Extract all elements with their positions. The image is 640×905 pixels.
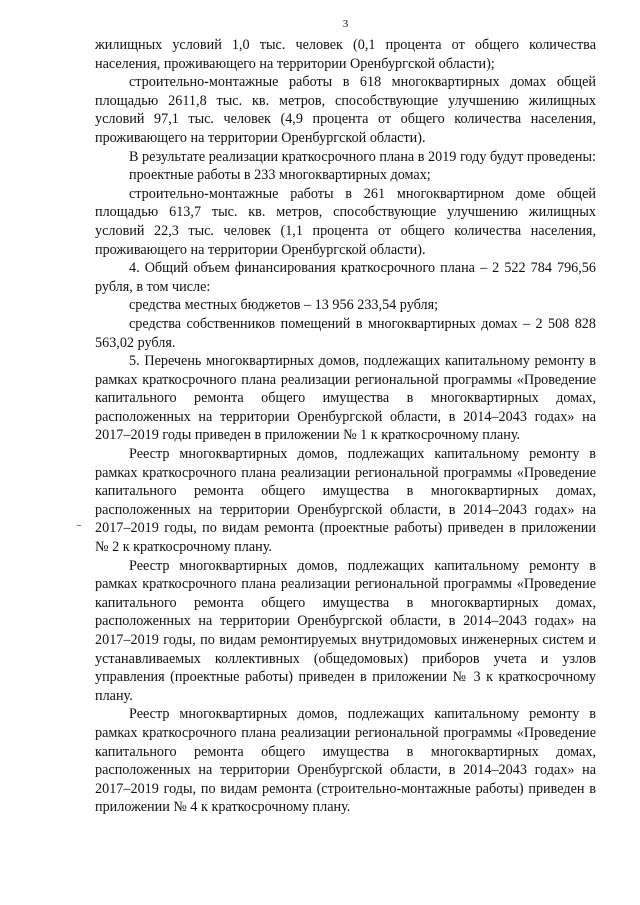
document-body — [95, 36, 596, 817]
paragraph: Реестр многоквартирных домов, подлежащих капитальному ремонту в рамках краткосрочного плана реализации региональной программы «Проведение капитального ремонта общего имущества в многоквартирных домах, расположенных на территории Оренбургской области, в 2014–2043 годах» на 2017–2019 годы, по видам ремонта (строительно-монтажные работы) приведен в приложении № 4 к краткосрочному плану. — [95, 706, 596, 816]
paragraph: Реестр многоквартирных домов, подлежащих капитальному ремонту в рамках краткосрочного плана реализации региональной программы «Проведение капитального ремонта общего имущества в многоквартирных домах, расположенных на территории Оренбургской области, в 2014–2043 годах» на 2017–2019 годы, по видам ремонтируемых внутридомовых инженерных систем и устанавливаемых коллективных (общедомовых) приборов учета и узлов управления (проектные работы) приведен в приложении № 3 к краткосрочному плану. — [95, 557, 596, 704]
paragraph: Реестр многоквартирных домов, подлежащих капитальному ремонту в рамках краткосрочного плана реализации региональной программы «Проведение капитального ремонта общего имущества в многоквартирных домах, расположенных на территории Оренбургской области, в 2014–2043 годах» на 2017–2019 годы, по видам ремонта (проектные работы) приведен в приложении № 2 к краткосрочному плану. — [95, 446, 596, 556]
paragraph: средства местных бюджетов – 13 956 233,54 рубля; — [129, 297, 439, 314]
paragraph: В результате реализации краткосрочного плана в 2019 году будут проведены: — [129, 148, 596, 165]
paragraph: проектные работы в 233 многоквартирных домах; — [129, 167, 431, 184]
paragraph: жилищных условий 1,0 тыс. человек (0,1 процента от общего количества населения, проживающего на территории Оренбургской области); — [95, 37, 596, 72]
paragraph: строительно-монтажные работы в 618 многоквартирных домах общей площадью 2611,8 тыс. кв. метров, способствующие улучшению жилищных условий 97,1 тыс. человек (4,9 процента от общего количества населения, проживающего на территории Оренбургской области). — [95, 74, 596, 146]
paragraph: 5. Перечень многоквартирных домов, подлежащих капитальному ремонту в рамках краткосрочного плана реализации региональной программы «Проведение капитального ремонта общего имущества в многоквартирных домах, расположенных на территории Оренбургской области, в 2014–2043 годах» на 2017–2019 годы приведен в приложении № 1 к краткосрочному плану. — [95, 353, 596, 444]
page-number: 3 — [342, 18, 349, 30]
paragraph: средства собственников помещений в многоквартирных домах – 2 508 828 563,02 рубля. — [95, 315, 596, 351]
paragraph: строительно-монтажные работы в 261 многоквартирном доме общей площадью 613,7 тыс. кв. метров, способствующие улучшению жилищных условий 22,3 тыс. человек (1,1 процента от общего количества населения, проживающего на территории Оренбургской области). — [95, 185, 596, 258]
paragraph: 4. Общий объем финансирования краткосрочного плана – 2 522 784 796,56 рубля, в том числе: — [95, 260, 596, 295]
margin-mark — [77, 525, 81, 526]
